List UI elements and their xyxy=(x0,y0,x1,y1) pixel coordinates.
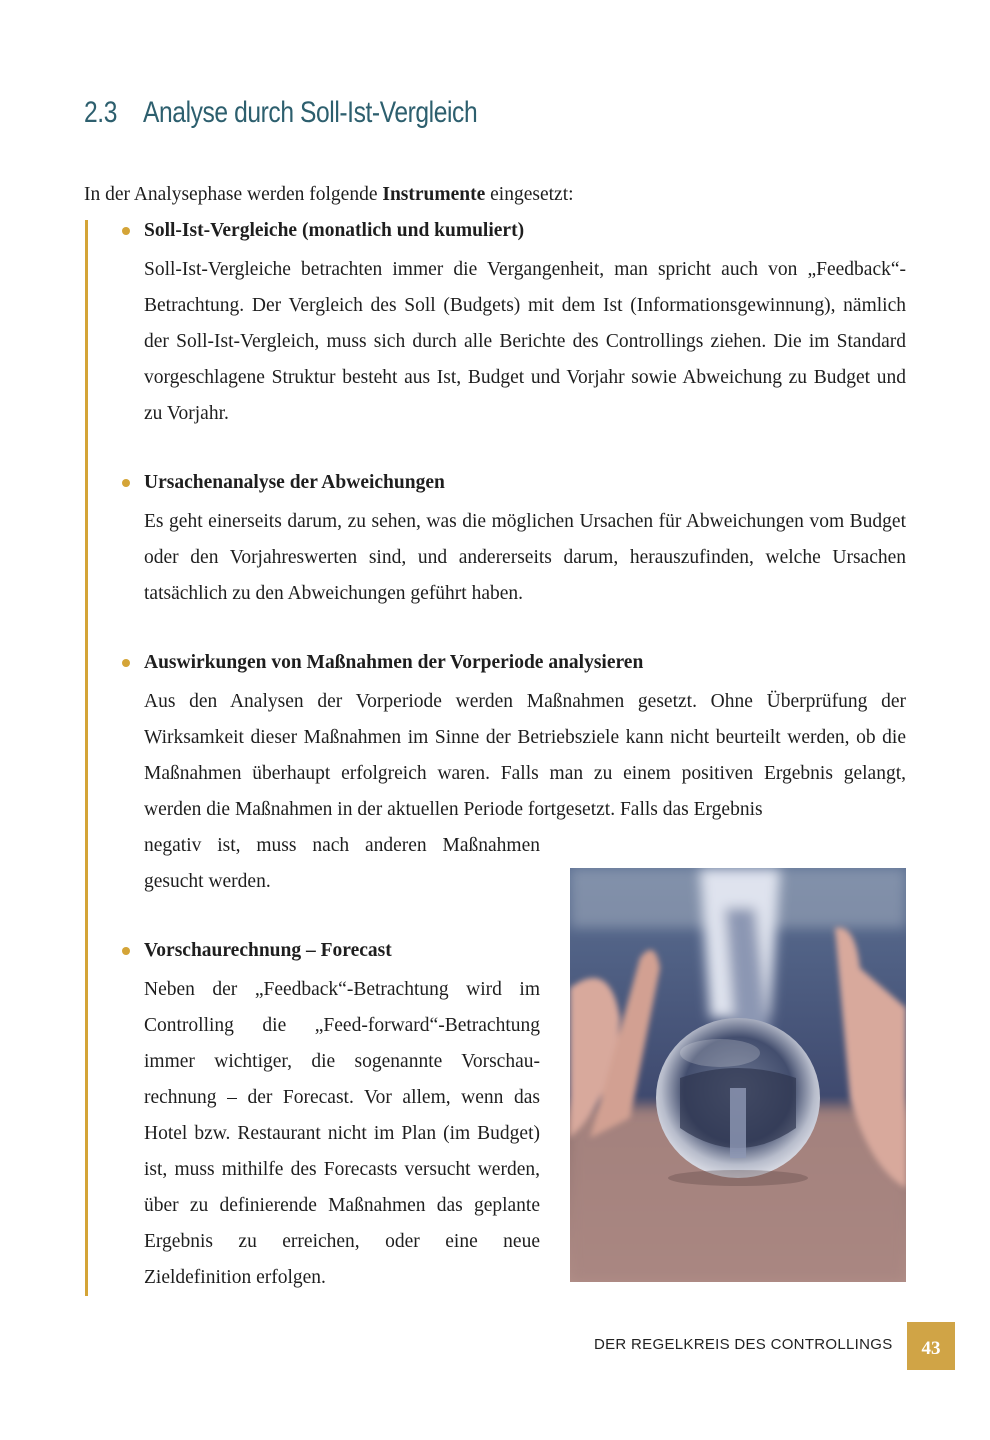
accent-bar xyxy=(85,220,88,1296)
section-title: Analyse durch Soll-Ist-Vergleich xyxy=(143,96,478,129)
bullet-icon xyxy=(122,479,130,487)
list-item xyxy=(144,216,906,432)
list-item-title: Auswirkungen von Maßnahmen der Vorperiode analysieren xyxy=(144,652,644,673)
list-item-body-wrap-line: negativ ist, muss nach anderen Maßnahmen xyxy=(144,835,540,856)
intro-text: In der Analysephase werden folgende xyxy=(84,184,383,205)
bullet-icon xyxy=(122,947,130,955)
list-item-body: Neben der „Feedback“-Betrachtung wird im Controlling die „Feed-forward“-Betrachtung immer wichtiger, die sogenannte Vorschaurechnung – der Forecast. Vor allem, wenn das Hotel bzw. Restaurant nicht im Plan (im Budget) ist, muss mithilfe des Forecasts versucht werden, über zu definierende Maßnahmen das geplante Ergebnis zu erreichen, oder eine neue Zieldefinition erfolgen. xyxy=(144,979,540,1288)
list-item-title: Ursachenanalyse der Abweichungen xyxy=(144,472,445,493)
list-item xyxy=(144,936,540,1296)
list-item-body-end: gesucht werden. xyxy=(144,871,271,892)
list-item-title: Vorschaurechnung – Forecast xyxy=(144,940,392,961)
section-heading xyxy=(84,96,477,130)
crystal-ball-photo xyxy=(570,868,906,1282)
running-footer-title: DER REGELKREIS DES CONTROLLINGS xyxy=(594,1336,893,1353)
section-number: 2.3 xyxy=(84,96,117,129)
page-number-badge: 43 xyxy=(907,1322,955,1370)
list-item-body-text: Aus den Analysen der Vorperiode werden Maßnahmen gesetzt. Ohne Überprüfung der Wirksamkeit dieser Maßnahmen im Sinne der Betriebsziele kann nicht beurteilt werden, ob die Maßnahmen überhaupt erfolgreich waren. Falls man zu einem positiven Ergebnis gelangt, werden die Maßnahmen in der aktuellen Periode fortgesetzt. Falls das Ergebnis xyxy=(144,691,906,820)
intro-bold-term: Instrumente xyxy=(382,184,486,205)
bullet-icon xyxy=(122,659,130,667)
list-item xyxy=(144,468,906,612)
intro-paragraph xyxy=(84,180,574,210)
list-item-body: Es geht einerseits darum, zu sehen, was die möglichen Ursachen für Abweichungen vom Budget oder den Vorjahreswerten sind, und andererseits darum, herauszufinden, welche Ursachen tatsächlich zu den Abweichungen geführt haben. xyxy=(144,511,906,604)
list-item-title: Soll-Ist-Vergleiche (monatlich und kumuliert) xyxy=(144,220,525,241)
photo-illustration xyxy=(570,868,906,1282)
intro-text-end: eingesetzt: xyxy=(485,184,574,205)
list-item xyxy=(144,648,906,900)
list-item-body: Soll-Ist-Vergleiche betrachten immer die Vergangenheit, man spricht auch von „Feedback“-Betrachtung. Der Vergleich des Soll (Budgets) mit dem Ist (Informationsgewinnung), nämlich der Soll-Ist-Vergleich, muss sich durch alle Berichte des Controllings ziehen. Die im Standard vorgeschlagene Struktur besteht aus Ist, Budget und Vorjahr sowie Abweichung zu Budget und zu Vorjahr. xyxy=(144,259,906,424)
bullet-icon xyxy=(122,227,130,235)
